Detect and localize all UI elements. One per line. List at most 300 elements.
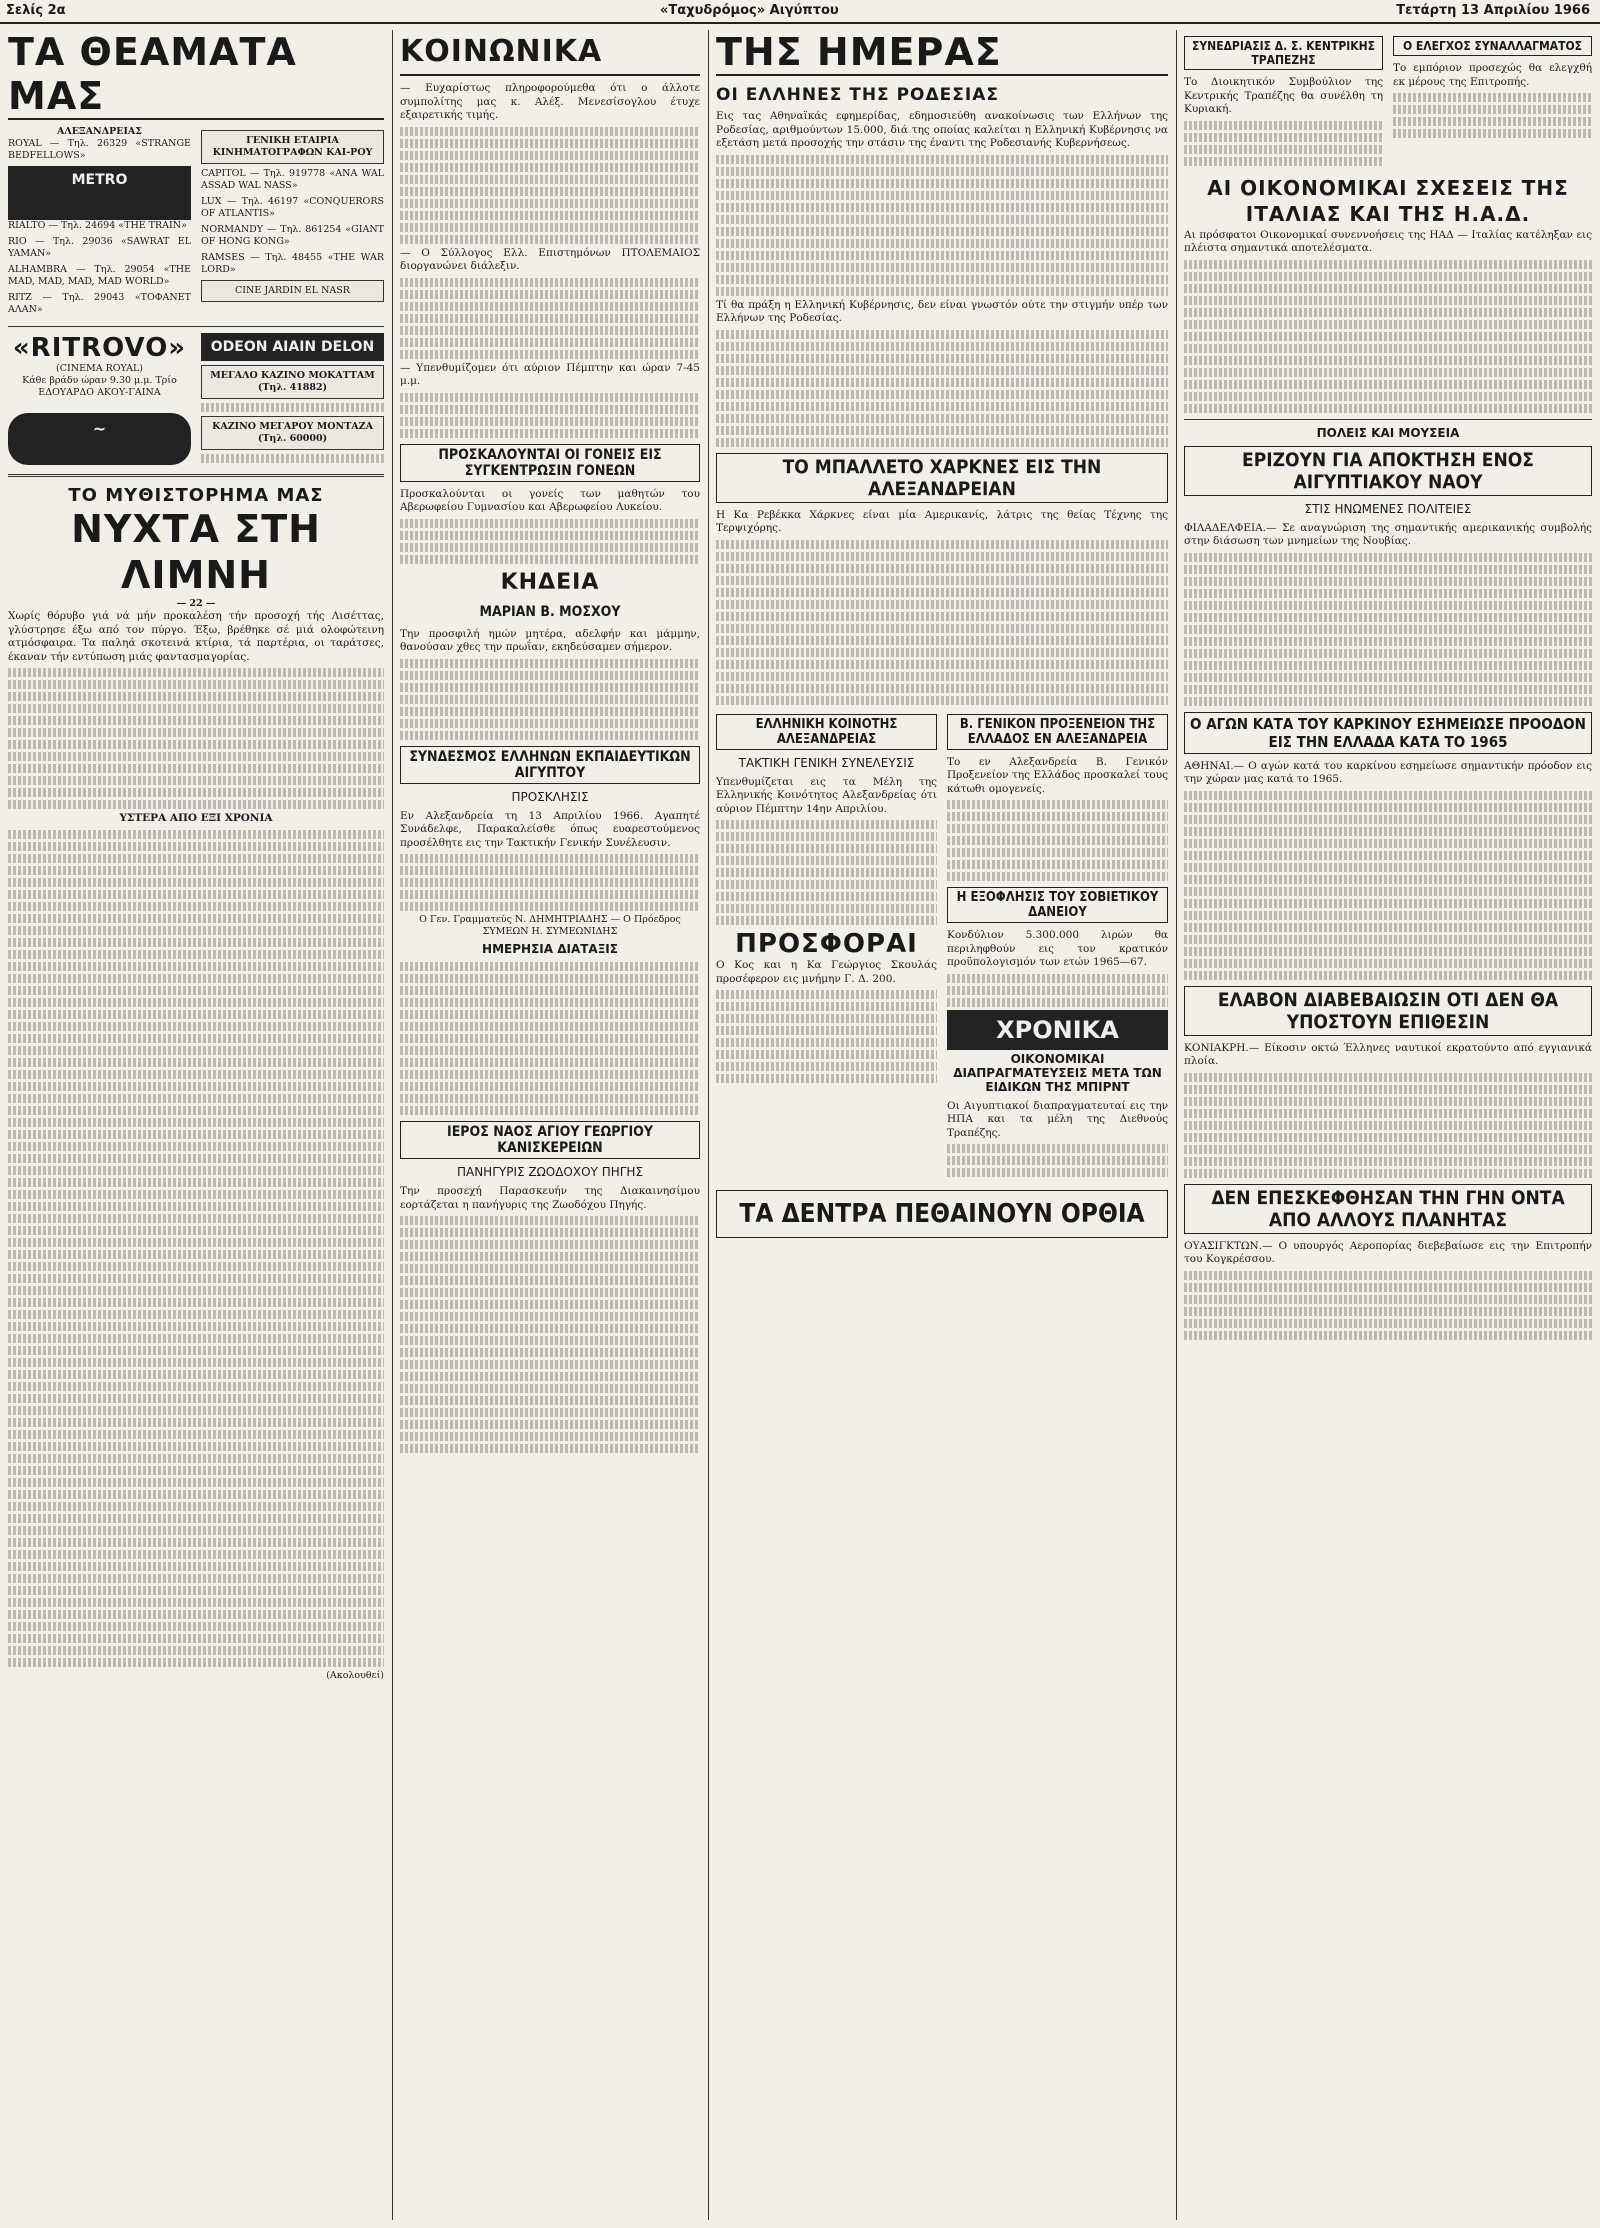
text-line-filler — [716, 648, 1168, 657]
text-line-filler — [400, 1336, 700, 1345]
metro-ad: METRO — [8, 166, 191, 220]
text-line-filler — [400, 719, 700, 728]
text-line-filler — [947, 836, 1168, 845]
text-line-filler — [1184, 625, 1592, 634]
text-line-filler — [1184, 1145, 1592, 1154]
text-line-filler — [716, 378, 1168, 387]
cinema-listing: ROYAL — Τηλ. 26329 «STRANGE BEDFELLOWS» — [8, 138, 191, 161]
union-headline: ΣΥΝΔΕΣΜΟΣ ΕΛΛΗΝΩΝ ΕΚΠΑΙΔΕΥΤΙΚΩΝ ΑΙΓΥΠΤΟΥ — [400, 746, 700, 784]
text-line-filler — [716, 251, 1168, 260]
text-line-filler — [716, 1050, 937, 1059]
cinema-listing: RIALTO — Τηλ. 24694 «THE TRAIN» — [8, 220, 187, 231]
text-line-filler — [400, 314, 700, 323]
column-day — [716, 30, 1168, 1244]
text-line-filler — [716, 275, 1168, 284]
text-line-filler — [8, 914, 384, 923]
text-line-filler — [8, 1466, 384, 1475]
text-line-filler — [8, 1562, 384, 1571]
text-line-filler — [947, 800, 1168, 809]
column-social — [400, 30, 700, 1456]
text-line-filler — [400, 1288, 700, 1297]
text-line-filler — [400, 543, 700, 552]
text-line-filler — [716, 672, 1168, 681]
text-line-filler — [947, 1144, 1168, 1153]
text-line-filler — [8, 1610, 384, 1619]
text-line-filler — [400, 350, 700, 359]
text-line-filler — [400, 1010, 700, 1019]
ritrovo-text: Κάθε βράδυ ώραν 9.30 μ.μ. Τρίο ΕΔΟΥΑΡΔΟ ΑΚΟΥ-ΓΑΙΝΑ — [22, 375, 177, 398]
text-line-filler — [716, 390, 1168, 399]
text-line-filler — [1184, 308, 1592, 317]
text-line-filler — [8, 1394, 384, 1403]
text-line-filler — [400, 1396, 700, 1405]
text-line-filler — [716, 354, 1168, 363]
text-line-filler — [8, 474, 384, 477]
text-line-filler — [400, 405, 700, 414]
text-line-filler — [1184, 296, 1592, 305]
text-line-filler — [400, 866, 700, 875]
text-line-filler — [1184, 145, 1383, 154]
text-line-filler — [716, 660, 1168, 669]
column-economy — [1184, 30, 1592, 1343]
chronicles-subhead: ΟΙΚΟΝΟΜΙΚΑΙ ΔΙΑΠΡΑΓΜΑΤΕΥΣΕΙΣ ΜΕΤΑ ΤΩΝ ΕΙΔΙΚΩΝ ΤΗΣ ΜΠΙΡΝΤ — [953, 1051, 1162, 1094]
text-line-filler — [400, 1070, 700, 1079]
text-line-filler — [8, 680, 384, 689]
text-line-filler — [8, 740, 384, 749]
text-line-filler — [8, 764, 384, 773]
text-line-filler — [1184, 589, 1592, 598]
text-line-filler — [8, 1118, 384, 1127]
text-line-filler — [1184, 1157, 1592, 1166]
text-line-filler — [1184, 1133, 1592, 1142]
newspaper-name: «Ταχυδρόμος» Αιγύπτου — [660, 3, 839, 18]
parents-headline: ΠΡΟΣΚΑΛΟΥΝΤΑΙ ΟΙ ΓΟΝΕΙΣ ΕΙΣ ΣΥΓΚΕΝΤΡΩΣΙΝ ΓΟΝΕΩΝ — [400, 444, 700, 482]
cinema-box: CINE JARDIN EL NASR — [201, 280, 384, 302]
text-line-filler — [1184, 673, 1592, 682]
text-line-filler — [716, 1038, 937, 1047]
text-line-filler — [716, 612, 1168, 621]
text-line-filler — [1184, 803, 1592, 812]
church-subhead: ΠΑΝΗΓΥΡΙΣ ΖΩΟΔΟΧΟΥ ΠΗΓΗΣ — [456, 1165, 644, 1179]
text-line-filler — [8, 1322, 384, 1331]
text-line-filler — [400, 1034, 700, 1043]
text-line-filler — [8, 830, 384, 839]
museums-kicker: ΠΟΛΕΙΣ ΚΑΙ ΜΟΥΣΕΙΑ — [1316, 425, 1460, 440]
text-line-filler — [716, 600, 1168, 609]
text-line-filler — [947, 986, 1168, 995]
column-entertainment — [8, 30, 384, 1686]
text-line-filler — [1184, 404, 1592, 413]
temple-text: ΦΙΛΑΔΕΛΦΕΙΑ.— Σε αναγνώριση της σημαντικής αμερικανικής συμβολής στην διάσωση των μνημείων της Νουβίας. — [1184, 521, 1592, 547]
parents-text: Προσκαλούνται οι γονείς των μαθητών του Αβερωφείου Γυμνασίου και Αβερωφείου Λυκείου. — [400, 487, 700, 513]
text-line-filler — [400, 1082, 700, 1091]
text-line-filler — [8, 1598, 384, 1607]
text-line-filler — [8, 776, 384, 785]
text-line-filler — [400, 1252, 700, 1261]
text-line-filler — [1184, 911, 1592, 920]
text-line-filler — [1184, 1331, 1592, 1340]
text-line-filler — [1184, 260, 1592, 269]
text-line-filler — [8, 1526, 384, 1535]
text-line-filler — [400, 1276, 700, 1285]
text-line-filler — [716, 990, 937, 999]
temple-subhead: ΣΤΙΣ ΗΝΩΜΕΝΕΣ ΠΟΛΙΤΕΙΕΣ — [1304, 501, 1472, 516]
rhodesia-text: Τί θα πράξη η Ελληνική Κυβέρνησις, δεν είναι γνωστόν ούτε την στιγμήν υπέρ των Ελλήνων της Ροδεσίας. — [716, 298, 1168, 324]
text-line-filler — [716, 414, 1168, 423]
italy-text: Αι πρόσφατοι Οικονομικαί συνεννοήσεις της ΗΑΔ — Ιταλίας κατέληξαν εις πλέιστα σημαντικά αποτελέσματα. — [1184, 228, 1592, 254]
page-number: Σελίς 2α — [6, 3, 66, 18]
offers-text: Ο Κος και η Κα Γεώργιος Σκουλάς προσέφερον εις μνήμην Γ. Δ. 200. — [716, 959, 937, 985]
text-line-filler — [400, 417, 700, 426]
temple-headline: ΕΡΙΖΟΥΝ ΓΙΑ ΑΠΟΚΤΗΣΗ ΕΝΟΣ ΑΙΓΥΠΤΙΑΚΟΥ ΝΑΟΥ — [1184, 446, 1592, 496]
text-line-filler — [400, 1348, 700, 1357]
text-line-filler — [8, 326, 384, 327]
text-line-filler — [716, 155, 1168, 164]
text-line-filler — [1184, 133, 1383, 142]
funeral-name: ΜΑΡΙΑΝ Β. ΜΟΣΧΟΥ — [479, 603, 621, 620]
text-line-filler — [8, 1550, 384, 1559]
text-line-filler — [8, 1154, 384, 1163]
text-line-filler — [716, 239, 1168, 248]
text-line-filler — [8, 1082, 384, 1091]
text-line-filler — [8, 1430, 384, 1439]
text-line-filler — [8, 974, 384, 983]
text-line-filler — [400, 235, 700, 244]
text-line-filler — [1184, 157, 1383, 166]
text-line-filler — [8, 1214, 384, 1223]
text-line-filler — [1184, 1271, 1592, 1280]
exchange-headline: Ο ΕΛΕΓΧΟΣ ΣΥΝΑΛΛΑΓΜΑΤΟΣ — [1393, 36, 1592, 56]
text-line-filler — [1184, 863, 1592, 872]
text-line-filler — [400, 393, 700, 402]
community-text: Υπενθυμίζεται εις τα Μέλη της Ελληνικής Κοινότητος Αλεξανδρείας ότι αύριον Πέμπτην 14ην Απριλίου. — [716, 775, 937, 815]
text-line-filler — [400, 519, 700, 528]
text-line-filler — [1184, 947, 1592, 956]
rhodesia-text: Εις τας Αθηναϊκάς εφημερίδας, εδημοσιεύθη ανακοίνωσις των Ελλήνων της Ροδεσίας, αριθμούντων 15.000, διά της οποίας καλείται η Ελληνική Κυβέρνησις να εξετάση μετά προσοχής την στάσιν της έναντι της Ροδεσιανής Κυβερνήσεως. — [716, 110, 1168, 149]
text-line-filler — [1184, 613, 1592, 622]
text-line-filler — [400, 278, 700, 287]
text-line-filler — [716, 203, 1168, 212]
text-line-filler — [400, 962, 700, 971]
text-line-filler — [1184, 284, 1592, 293]
text-line-filler — [400, 1372, 700, 1381]
text-line-filler — [716, 191, 1168, 200]
text-line-filler — [1184, 565, 1592, 574]
text-line-filler — [400, 731, 700, 740]
text-line-filler — [400, 127, 700, 136]
text-line-filler — [8, 1274, 384, 1283]
text-line-filler — [8, 962, 384, 971]
text-line-filler — [716, 832, 937, 841]
union-subhead: ΠΡΟΣΚΛΗΣΙΣ — [511, 789, 589, 804]
text-line-filler — [8, 1334, 384, 1343]
funeral-text: Την προσφιλή ημών μητέρα, αδελφήν και μάμμην, θανούσαν χθες την πρωΐαν, εκηδεύσαμεν σήμερον. — [400, 627, 700, 653]
promo-ad: ~ — [8, 413, 191, 465]
text-line-filler — [1184, 1169, 1592, 1178]
ballet-text: Η Κα Ρεβέκκα Χάρκνες είναι μία Αμερικανίς, λάτρις της θείας Τέχνης της Τερψιχόρης. — [716, 508, 1168, 534]
text-line-filler — [8, 1190, 384, 1199]
text-line-filler — [400, 974, 700, 983]
text-line-filler — [8, 1382, 384, 1391]
serial-text: Χωρίς θόρυβο γιά νά μήν προκαλέση τήν προσοχή τής Λισέττας, γλύστρησε έξω από τον πύργο. Έξω, βρέθηκε σέ μιά ολοφώτεινη ατμόσφαιρα. Τα παληά σκοτεινά κτίρια, τά παρτέρια, οι ταράτσες, έκαναν τήν εντύπωση μιάς φαντασμαγορίας. — [8, 610, 384, 663]
text-line-filler — [8, 1346, 384, 1355]
text-line-filler — [716, 167, 1168, 176]
planets-headline: ΔΕΝ ΕΠΕΣΚΕΦΘΗΣΑΝ ΤΗΝ ΓΗΝ ΟΝΤΑ ΑΠΟ ΑΛΛΟΥΣ ΠΛΑΝΗΤΑΣ — [1184, 1184, 1592, 1234]
text-line-filler — [8, 1046, 384, 1055]
text-line-filler — [400, 326, 700, 335]
text-line-filler — [1393, 117, 1592, 126]
text-line-filler — [400, 531, 700, 540]
casino-ad: ΚΑΖΙΝΟ ΜΕΓΑΡΟΥ ΜΟΝΤΑΖΑ (Τηλ. 60000) — [201, 416, 384, 450]
text-line-filler — [1184, 649, 1592, 658]
cinema-listing: LUX — Τηλ. 46197 «CONQUERORS OF ATLANTIS» — [201, 196, 384, 219]
text-line-filler — [8, 1646, 384, 1655]
ritrovo-title: «RITROVO» — [12, 333, 187, 363]
serial-episode: — 22 — — [176, 598, 216, 609]
text-line-filler — [400, 902, 700, 911]
text-line-filler — [1184, 1109, 1592, 1118]
text-line-filler — [1184, 344, 1592, 353]
text-line-filler — [8, 692, 384, 701]
serial-subhead: ΥΣΤΕΡΑ ΑΠΟ ΕΞΙ ΧΡΟΝΙΑ — [119, 812, 273, 824]
text-line-filler — [8, 1010, 384, 1019]
text-line-filler — [1184, 923, 1592, 932]
ritrovo-subtitle: (CINEMA ROYAL) — [56, 363, 143, 374]
text-line-filler — [8, 1142, 384, 1151]
text-line-filler — [400, 139, 700, 148]
text-line-filler — [716, 263, 1168, 272]
union-signatures: Ο Γεν. Γραμματεύς Ν. ΔΗΜΗΤΡΙΑΔΗΣ — Ο Πρόεδρος ΣΥΜΕΩΝ Η. ΣΥΜΕΩΝΙΔΗΣ — [419, 914, 681, 937]
text-line-filler — [1184, 1295, 1592, 1304]
company-box: ΓΕΝΙΚΗ ΕΤΑΙΡΙΑ ΚΙΝΗΜΑΤΟΓΡΑΦΩΝ ΚΑΙ-ΡΟΥ — [201, 130, 384, 164]
text-line-filler — [8, 998, 384, 1007]
text-line-filler — [1184, 637, 1592, 646]
text-line-filler — [716, 564, 1168, 573]
text-line-filler — [8, 800, 384, 809]
text-line-filler — [716, 916, 937, 925]
text-line-filler — [8, 986, 384, 995]
text-line-filler — [400, 1384, 700, 1393]
text-line-filler — [400, 878, 700, 887]
text-line-filler — [716, 215, 1168, 224]
text-line-filler — [1184, 1307, 1592, 1316]
text-line-filler — [8, 1298, 384, 1307]
text-line-filler — [1184, 839, 1592, 848]
text-line-filler — [400, 1094, 700, 1103]
text-line-filler — [8, 1178, 384, 1187]
text-line-filler — [8, 1574, 384, 1583]
text-line-filler — [8, 1166, 384, 1175]
text-line-filler — [400, 1240, 700, 1249]
column-divider — [392, 30, 393, 2220]
text-line-filler — [8, 842, 384, 851]
text-line-filler — [716, 844, 937, 853]
text-line-filler — [400, 1324, 700, 1333]
text-line-filler — [947, 974, 1168, 983]
bank-text: Το Διοικητικόν Συμβούλιον της Κεντρικής Τραπέζης θα συνέλθη τη Κυριακή. — [1184, 76, 1383, 115]
text-line-filler — [8, 716, 384, 725]
text-line-filler — [1184, 959, 1592, 968]
text-line-filler — [947, 1156, 1168, 1165]
text-line-filler — [400, 659, 700, 668]
text-line-filler — [716, 402, 1168, 411]
text-line-filler — [8, 668, 384, 677]
section-title: ΚΟΙΝΩΝΙΚΑ — [400, 30, 700, 76]
text-line-filler — [716, 1014, 937, 1023]
issue-date: Τετάρτη 13 Απριλίου 1966 — [1396, 3, 1590, 18]
text-line-filler — [400, 854, 700, 863]
text-line-filler — [8, 1022, 384, 1031]
text-line-filler — [400, 151, 700, 160]
text-line-filler — [1184, 697, 1592, 706]
text-line-filler — [8, 1586, 384, 1595]
text-line-filler — [400, 1216, 700, 1225]
text-line-filler — [947, 998, 1168, 1007]
text-line-filler — [400, 175, 700, 184]
text-line-filler — [8, 1370, 384, 1379]
social-item: — Ο Σύλλογος Ελλ. Επιστημόνων ΠΤΟΛΕΜΑΙΟΣ διοργανώνει διάλεξιν. — [400, 246, 700, 272]
consulate-headline: Β. ΓΕΝΙΚΟΝ ΠΡΟΞΕΝΕΙΟΝ ΤΗΣ ΕΛΛΑΔΟΣ ΕΝ ΑΛΕΞΑΝΔΡΕΙΑ — [947, 714, 1168, 750]
social-item: — Ευχαρίστως πληροφορούμεθα ότι ο άλλοτε συμπολίτης μας κ. Αλέξ. Μενεσίσογλου έτυχε εξαιρετικής τιμής. — [400, 82, 700, 121]
text-line-filler — [1184, 685, 1592, 694]
text-line-filler — [8, 1406, 384, 1415]
text-line-filler — [400, 1360, 700, 1369]
text-line-filler — [1184, 332, 1592, 341]
text-line-filler — [400, 187, 700, 196]
text-line-filler — [716, 438, 1168, 447]
text-line-filler — [947, 812, 1168, 821]
text-line-filler — [716, 576, 1168, 585]
serial-section: ΤΟ ΜΥΘΙΣΤΟΡΗΜΑ ΜΑΣ — [68, 485, 324, 506]
agenda-heading: ΗΜΕΡΗΣΙΑ ΔΙΑΤΑΞΙΣ — [482, 942, 618, 956]
text-line-filler — [716, 179, 1168, 188]
text-line-filler — [1184, 356, 1592, 365]
text-line-filler — [716, 856, 937, 865]
text-line-filler — [201, 403, 384, 412]
text-line-filler — [1184, 875, 1592, 884]
text-line-filler — [1184, 392, 1592, 401]
text-line-filler — [8, 1058, 384, 1067]
text-line-filler — [400, 986, 700, 995]
text-line-filler — [400, 429, 700, 438]
text-line-filler — [1184, 419, 1592, 420]
section-title: ΤΑ ΘΕΑΜΑΤΑ ΜΑΣ — [8, 30, 384, 120]
cinema-listing: RIO — Τηλ. 29036 «SAWRAT EL YAMAN» — [8, 236, 191, 259]
cinema-listing: ALHAMBRA — Τηλ. 29054 «THE MAD, MAD, MAD, MAD WORLD» — [8, 264, 191, 287]
text-line-filler — [8, 1502, 384, 1511]
text-line-filler — [1184, 815, 1592, 824]
offers-headline: ΠΡΟΣΦΟΡΑΙ — [735, 929, 918, 959]
text-line-filler — [400, 1228, 700, 1237]
text-line-filler — [8, 1538, 384, 1547]
planets-text: ΟΥΑΣΙΓΚΤΩΝ.— Ο υπουργός Αεροπορίας διεβεβαίωσε εις την Επιτροπήν του Κογκρέσσου. — [1184, 1239, 1592, 1265]
text-line-filler — [400, 683, 700, 692]
text-line-filler — [400, 1312, 700, 1321]
text-line-filler — [400, 707, 700, 716]
section-title: ΤΗΣ ΗΜΕΡΑΣ — [716, 30, 1168, 76]
text-line-filler — [8, 1130, 384, 1139]
text-line-filler — [400, 1046, 700, 1055]
text-line-filler — [8, 1478, 384, 1487]
text-line-filler — [716, 540, 1168, 549]
text-line-filler — [8, 902, 384, 911]
bank-headline: ΣΥΝΕΔΡΙΑΣΙΣ Δ. Σ. ΚΕΝΤΡΙΚΗΣ ΤΡΑΠΕΖΗΣ — [1184, 36, 1383, 70]
text-line-filler — [400, 890, 700, 899]
loan-text: Κονδύλιον 5.300.000 λιρών θα περιληφθούν εις τον κρατικόν προϋπολογισμόν των ετών 1965—67. — [947, 929, 1168, 968]
text-line-filler — [1184, 121, 1383, 130]
text-line-filler — [400, 1106, 700, 1115]
text-line-filler — [1184, 935, 1592, 944]
text-line-filler — [1184, 1073, 1592, 1082]
church-text: Την προσεχή Παρασκευήν της Διακαινησίμου εορτάζεται η πανήγυρις της Ζωοδόχου Πηγής. — [400, 1185, 700, 1211]
text-line-filler — [8, 1238, 384, 1247]
ballet-headline: ΤΟ ΜΠΑΛΛΕΤΟ ΧΑΡΚΝΕΣ ΕΙΣ ΤΗΝ ΑΛΕΞΑΝΔΡΕΙΑΝ — [716, 453, 1168, 503]
cinema-listing: RITZ — Τηλ. 29043 «ΤΟΦΑΝΕΤ ΑΛΑΝ» — [8, 292, 191, 315]
text-line-filler — [201, 454, 384, 463]
text-line-filler — [947, 848, 1168, 857]
text-line-filler — [8, 1418, 384, 1427]
text-line-filler — [1184, 899, 1592, 908]
text-line-filler — [400, 302, 700, 311]
text-line-filler — [8, 890, 384, 899]
text-line-filler — [1184, 661, 1592, 670]
assurance-text: ΚΟΝΙΑΚΡΗ.— Είκοσιν οκτώ Έλληνες ναυτικοί εκρατούντο από εγγιανικά πλοία. — [1184, 1041, 1592, 1067]
text-line-filler — [400, 1432, 700, 1441]
city-heading: ΑΛΕΞΑΝΔΡΕΙΑΣ — [56, 126, 142, 137]
text-line-filler — [8, 1310, 384, 1319]
text-line-filler — [1184, 827, 1592, 836]
text-line-filler — [400, 1408, 700, 1417]
text-line-filler — [716, 820, 937, 829]
text-line-filler — [400, 163, 700, 172]
masthead — [0, 0, 1600, 24]
text-line-filler — [1184, 1097, 1592, 1106]
text-line-filler — [8, 1658, 384, 1667]
chronicles-text: Οι Αιγυπτιακοί διαπραγματευταί εις την ΗΠΑ και τα μέλη της Διεθνούς Τραπέζης. — [947, 1099, 1168, 1139]
text-line-filler — [716, 892, 937, 901]
text-line-filler — [8, 854, 384, 863]
text-line-filler — [947, 860, 1168, 869]
text-line-filler — [8, 1358, 384, 1367]
text-line-filler — [1184, 791, 1592, 800]
text-line-filler — [400, 1300, 700, 1309]
text-line-filler — [8, 1106, 384, 1115]
text-line-filler — [400, 555, 700, 564]
text-line-filler — [400, 1444, 700, 1453]
text-line-filler — [400, 290, 700, 299]
text-line-filler — [8, 1442, 384, 1451]
text-line-filler — [716, 342, 1168, 351]
community-headline: ΕΛΛΗΝΙΚΗ ΚΟΙΝΟΤΗΣ ΑΛΕΞΑΝΔΡΕΙΑΣ — [716, 714, 937, 750]
text-line-filler — [8, 1070, 384, 1079]
text-line-filler — [400, 1264, 700, 1273]
text-line-filler — [716, 588, 1168, 597]
text-line-filler — [1184, 320, 1592, 329]
text-line-filler — [1184, 380, 1592, 389]
text-line-filler — [400, 1022, 700, 1031]
text-line-filler — [1184, 1283, 1592, 1292]
text-line-filler — [400, 223, 700, 232]
text-line-filler — [947, 1168, 1168, 1177]
text-line-filler — [8, 950, 384, 959]
cinema-listing: RAMSES — Τηλ. 48455 «THE WAR LORD» — [201, 252, 384, 275]
text-line-filler — [400, 211, 700, 220]
text-line-filler — [8, 1250, 384, 1259]
union-text: Εν Αλεξανδρεία τη 13 Απριλίου 1966. Αγαπητέ Συνάδελφε, Παρακαλείσθε όπως ευαρεστούμενος προσέλθητε εις την Τακτικήν Γενικήν Συνέλευσιν. — [400, 809, 700, 849]
text-line-filler — [8, 1286, 384, 1295]
text-line-filler — [400, 998, 700, 1007]
text-line-filler — [400, 1058, 700, 1067]
